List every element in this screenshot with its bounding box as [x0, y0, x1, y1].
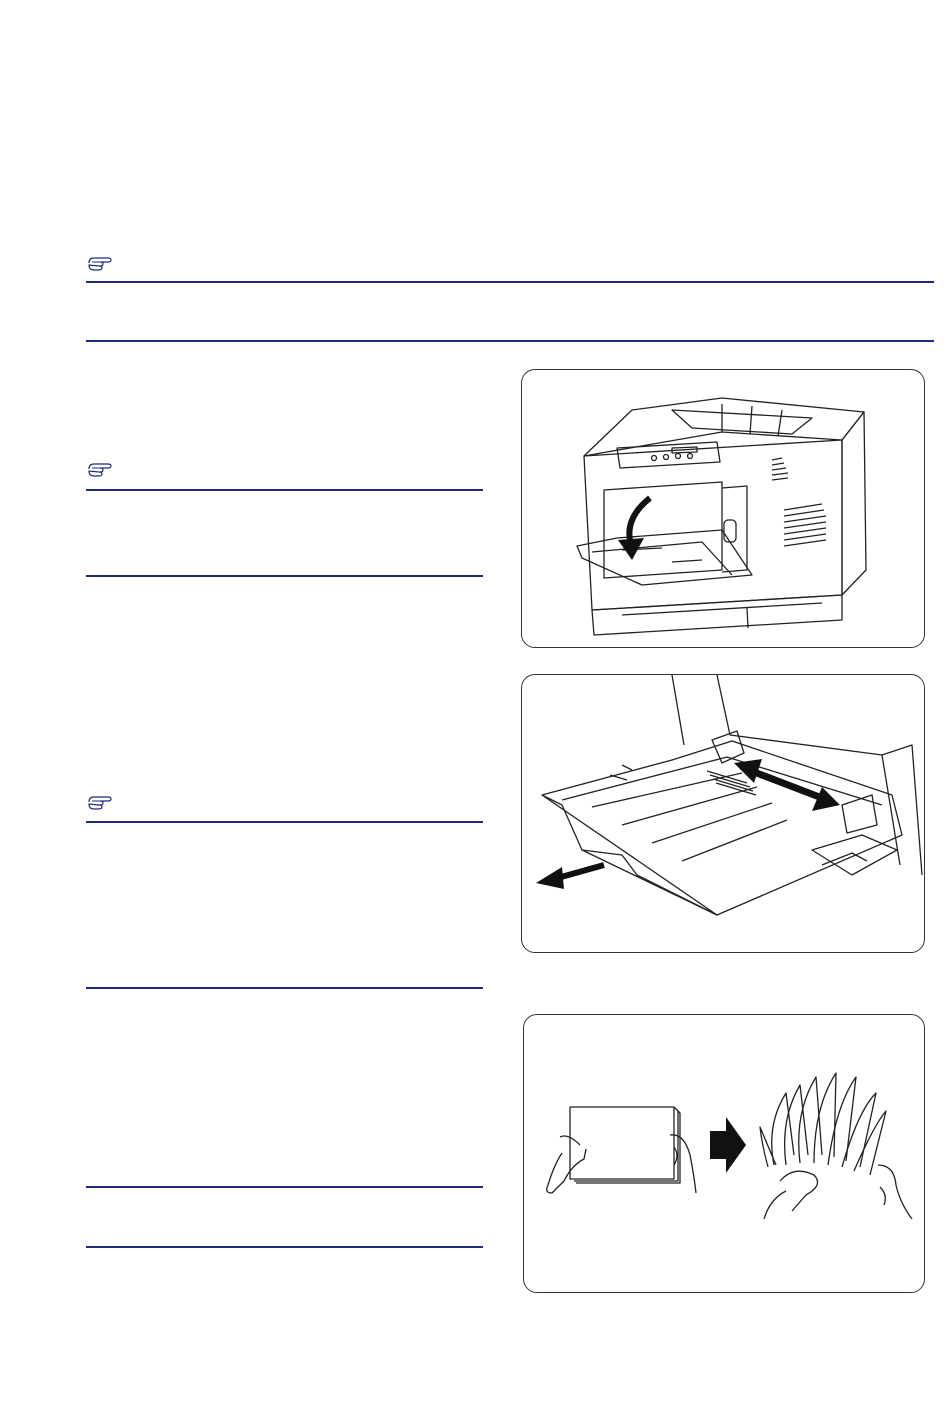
pointing-hand-icon — [88, 794, 114, 810]
step1-note-rule-bottom — [86, 575, 483, 577]
step2-note-rule-bottom — [86, 987, 483, 989]
tray-extension-guides-icon — [522, 675, 925, 953]
printer-tray-open-icon — [522, 370, 925, 648]
note-rule-top — [86, 281, 934, 283]
pointing-hand-icon — [88, 461, 114, 477]
figure-2 — [521, 674, 925, 953]
step3-note-rule-top — [86, 1186, 483, 1188]
figure-1 — [521, 369, 925, 648]
step2-note-rule-top — [86, 821, 483, 823]
step3-note-rule-bottom — [86, 1246, 483, 1248]
fan-paper-stack-icon — [524, 1015, 925, 1293]
figure-3 — [523, 1014, 925, 1293]
note-rule-bottom — [86, 340, 934, 342]
pointing-hand-icon — [88, 255, 114, 271]
step1-note-rule-top — [86, 489, 483, 491]
